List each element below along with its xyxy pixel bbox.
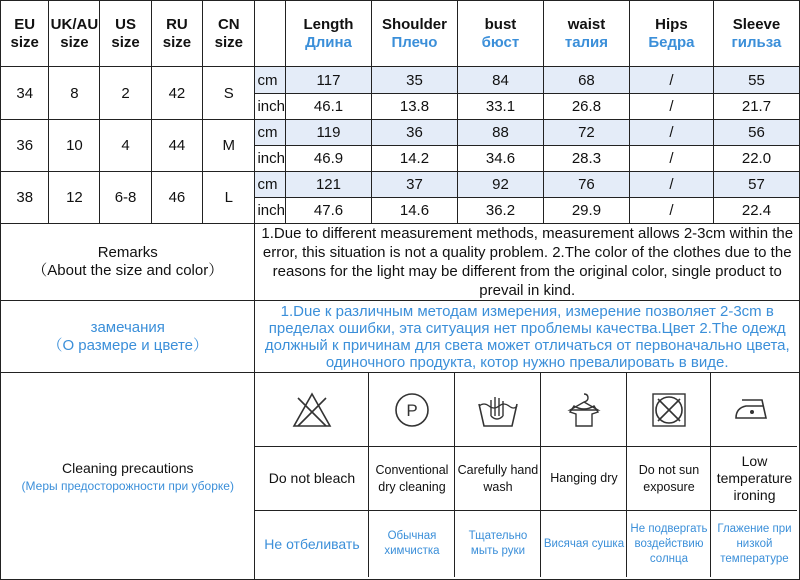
value-cell: /: [629, 172, 713, 198]
col-header-cn: CN size: [203, 1, 255, 67]
remarks-text-en: 1.Due to different measurement methods, measurement allows 2-3cm within the error, this situation is not a quality problem. 2.The color of the clothes due to the reasons for the light may be different from the original color, single product to prevail in kind.: [255, 224, 800, 301]
value-cell: /: [629, 120, 713, 146]
value-cell: 36: [371, 120, 457, 146]
remarks-label-en: [1, 224, 255, 301]
value-cell: 34.6: [457, 146, 543, 172]
ru-size-cell: 44: [151, 120, 202, 172]
care-label-en: Carefully hand wash: [455, 447, 541, 511]
us-size-cell: 4: [100, 120, 151, 172]
col-header-length: Length Длина: [286, 1, 372, 67]
eu-size-cell: 36: [1, 120, 49, 172]
unit-inch: inch: [255, 198, 286, 224]
value-cell: 55: [713, 67, 799, 94]
value-cell: 72: [543, 120, 629, 146]
us-size-cell: 2: [100, 67, 151, 120]
col-header-ru: RU size: [151, 1, 202, 67]
care-label-ru: Висячая сушка: [541, 511, 627, 577]
value-cell: 117: [286, 67, 372, 94]
value-cell: 76: [543, 172, 629, 198]
cleaning-row: [1, 373, 800, 580]
uk-size-cell: 12: [49, 172, 100, 224]
value-cell: 28.3: [543, 146, 629, 172]
care-label-ru: Глажение при низкой температуре: [717, 522, 792, 565]
care-label-ru: Не отбеливать: [255, 511, 369, 577]
eu-size-cell: 34: [1, 67, 49, 120]
remarks-label-ru: [1, 301, 255, 373]
col-header-us: US size: [100, 1, 151, 67]
value-cell: /: [629, 146, 713, 172]
col-header-uk: UK/AU size: [49, 1, 100, 67]
dry-clean-p-icon: [369, 373, 455, 447]
hand-wash-icon: [455, 373, 541, 447]
col-header-eu: EU size: [1, 1, 49, 67]
unit-cm: cm: [255, 67, 286, 94]
unit-inch: inch: [255, 146, 286, 172]
care-label-en: Do not bleach: [255, 447, 369, 511]
us-size-cell: 6-8: [100, 172, 151, 224]
value-cell: /: [629, 198, 713, 224]
remarks-title: Remarks: [97, 244, 158, 261]
value-cell: 46.9: [286, 146, 372, 172]
col-header-hips: Hips Бедра: [629, 1, 713, 67]
unit-cm: cm: [255, 120, 286, 146]
uk-size-cell: 10: [49, 120, 100, 172]
value-cell: 13.8: [371, 94, 457, 120]
value-cell: 84: [457, 67, 543, 94]
care-label-en: Do not sun exposure: [627, 447, 711, 511]
value-cell: 14.6: [371, 198, 457, 224]
value-cell: 121: [286, 172, 372, 198]
value-cell: 35: [371, 67, 457, 94]
remarks-title-ru: замечания: [90, 318, 165, 336]
value-cell: 22.4: [713, 198, 799, 224]
value-cell: 68: [543, 67, 629, 94]
col-header-waist: waist талия: [543, 1, 629, 67]
col-header-sleeve: Sleeve гильза: [713, 1, 799, 67]
care-label-ru: Обычная химчистка: [369, 511, 455, 577]
care-label-ru: Тщательно мыть руки: [455, 511, 541, 577]
value-cell: 26.8: [543, 94, 629, 120]
care-label-en: Conventional dry cleaning: [369, 447, 455, 511]
remarks-subtitle-ru: （О размере и цвете）: [47, 336, 209, 354]
care-label-ru: Не подвергать воздействию солнца: [627, 511, 711, 577]
value-cell: /: [629, 67, 713, 94]
value-cell: 33.1: [457, 94, 543, 120]
unit-cm: cm: [255, 172, 286, 198]
value-cell: 46.1: [286, 94, 372, 120]
col-header-shoulder: Shoulder Плечо: [371, 1, 457, 67]
value-cell: 37: [371, 172, 457, 198]
remarks-subtitle: （About the size and color）: [32, 262, 224, 279]
value-cell: 29.9: [543, 198, 629, 224]
cn-size-cell: L: [203, 172, 255, 224]
care-grid-cell: [255, 373, 800, 580]
remarks-row-ru: [1, 301, 800, 373]
value-cell: 57: [713, 172, 799, 198]
hang-dry-icon: [541, 373, 627, 447]
value-cell: 119: [286, 120, 372, 146]
value-cell: 21.7: [713, 94, 799, 120]
low-iron-icon: [711, 373, 797, 447]
table-row: [1, 120, 800, 146]
no-sun-icon: [627, 373, 711, 447]
table-row: [1, 67, 800, 94]
ru-size-cell: 42: [151, 67, 202, 120]
cleaning-title: Cleaning precautions: [61, 459, 194, 476]
value-cell: 88: [457, 120, 543, 146]
cn-size-cell: S: [203, 67, 255, 120]
value-cell: 47.6: [286, 198, 372, 224]
table-row: [1, 172, 800, 198]
cleaning-title-ru: (Меры предосторожности при уборке): [21, 478, 234, 493]
unit-header: [255, 1, 286, 67]
svg-text:P: P: [406, 400, 418, 420]
uk-size-cell: 8: [49, 67, 100, 120]
unit-inch: inch: [255, 94, 286, 120]
header-row: [1, 1, 800, 67]
value-cell: 92: [457, 172, 543, 198]
col-header-bust: bust бюст: [457, 1, 543, 67]
no-bleach-icon: [255, 373, 369, 447]
value-cell: 56: [713, 120, 799, 146]
value-cell: /: [629, 94, 713, 120]
value-cell: 14.2: [371, 146, 457, 172]
remarks-text-ru: 1.Due к различным методам измерения, измерение позволяет 2-3cm в пределах ошибки, эта ситуация нет проблемы качества.Цвет 2.The одежд должный к причинам для света может отличаться от первоначально цвета, одиночного продукта, котор нужно превалировать в виде.: [255, 301, 800, 373]
care-label-en: Low temperature ironing: [711, 447, 797, 511]
value-cell: 36.2: [457, 198, 543, 224]
care-grid: [255, 373, 797, 579]
remarks-row-en: [1, 224, 800, 301]
care-label-en: Hanging dry: [541, 447, 627, 511]
cn-size-cell: M: [203, 120, 255, 172]
value-cell: 22.0: [713, 146, 799, 172]
eu-size-cell: 38: [1, 172, 49, 224]
ru-size-cell: 46: [151, 172, 202, 224]
cleaning-label: [1, 373, 255, 580]
